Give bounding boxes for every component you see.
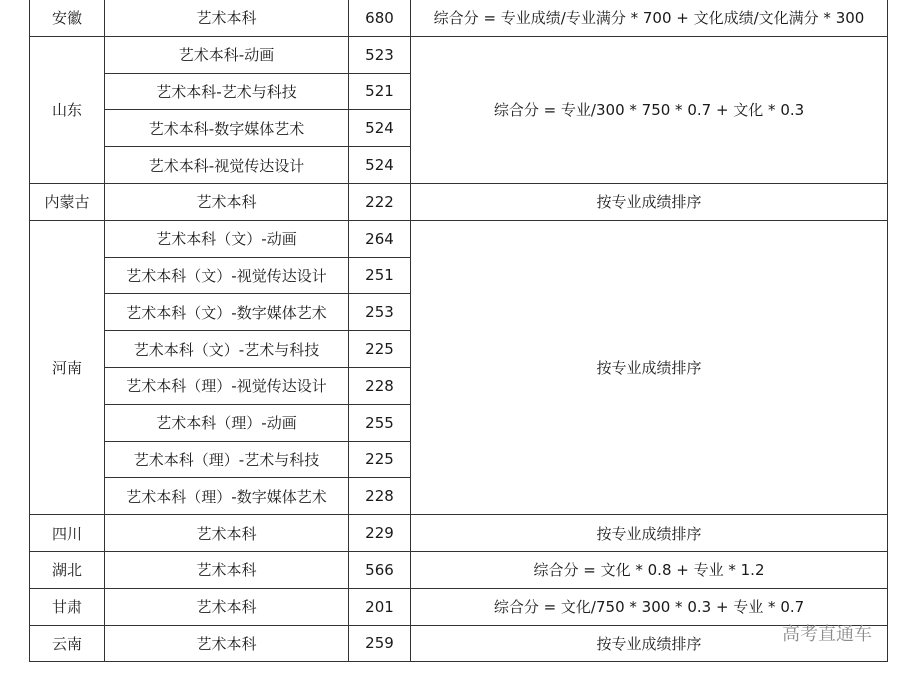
table-row [30, 36, 888, 73]
rule-cell: 综合分 = 专业/300 * 750 * 0.7 + 文化 * 0.3 [411, 36, 888, 183]
province-cell: 湖北 [30, 551, 105, 588]
category-cell: 艺术本科 [105, 183, 349, 220]
table-row [30, 588, 888, 625]
rule-cell: 综合分 = 文化/750 * 300 * 0.3 + 专业 * 0.7 [411, 588, 888, 625]
rule-cell: 按专业成绩排序 [411, 625, 888, 662]
province-cell: 内蒙古 [30, 183, 105, 220]
score-cell: 253 [349, 294, 411, 331]
score-cell: 680 [349, 0, 411, 36]
score-cell: 201 [349, 588, 411, 625]
category-cell: 艺术本科（理）-艺术与科技 [105, 441, 349, 478]
score-cell: 524 [349, 110, 411, 147]
score-cell: 228 [349, 367, 411, 404]
category-cell: 艺术本科-数字媒体艺术 [105, 110, 349, 147]
score-cell: 523 [349, 36, 411, 73]
score-cell: 524 [349, 147, 411, 184]
province-cell: 山东 [30, 36, 105, 183]
score-cell: 251 [349, 257, 411, 294]
watermark-text: 高考直通车 [782, 624, 872, 645]
rule-cell: 综合分 = 文化 * 0.8 + 专业 * 1.2 [411, 551, 888, 588]
category-cell: 艺术本科 [105, 588, 349, 625]
category-cell: 艺术本科（文）-数字媒体艺术 [105, 294, 349, 331]
score-cell: 225 [349, 331, 411, 368]
province-cell: 甘肃 [30, 588, 105, 625]
score-table-body [30, 0, 888, 662]
score-cell: 521 [349, 73, 411, 110]
score-cell: 255 [349, 404, 411, 441]
rule-cell: 按专业成绩排序 [411, 515, 888, 552]
category-cell: 艺术本科（文）-动画 [105, 220, 349, 257]
score-cell: 225 [349, 441, 411, 478]
table-row [30, 515, 888, 552]
category-cell: 艺术本科（文）-艺术与科技 [105, 331, 349, 368]
category-cell: 艺术本科 [105, 625, 349, 662]
score-cell: 222 [349, 183, 411, 220]
category-cell: 艺术本科-动画 [105, 36, 349, 73]
score-cell: 264 [349, 220, 411, 257]
category-cell: 艺术本科 [105, 0, 349, 36]
table-row [30, 551, 888, 588]
category-cell: 艺术本科（理）-动画 [105, 404, 349, 441]
table-row [30, 625, 888, 662]
category-cell: 艺术本科-艺术与科技 [105, 73, 349, 110]
category-cell: 艺术本科（理）-数字媒体艺术 [105, 478, 349, 515]
category-cell: 艺术本科（理）-视觉传达设计 [105, 367, 349, 404]
rule-cell: 按专业成绩排序 [411, 183, 888, 220]
province-cell: 河南 [30, 220, 105, 514]
category-cell: 艺术本科 [105, 551, 349, 588]
score-table [29, 0, 888, 662]
table-row [30, 220, 888, 257]
province-cell: 四川 [30, 515, 105, 552]
province-cell: 安徽 [30, 0, 105, 36]
rule-cell: 按专业成绩排序 [411, 220, 888, 514]
score-cell: 566 [349, 551, 411, 588]
score-cell: 259 [349, 625, 411, 662]
category-cell: 艺术本科-视觉传达设计 [105, 147, 349, 184]
category-cell: 艺术本科（文）-视觉传达设计 [105, 257, 349, 294]
category-cell: 艺术本科 [105, 515, 349, 552]
province-cell: 云南 [30, 625, 105, 662]
score-cell: 229 [349, 515, 411, 552]
table-row [30, 0, 888, 36]
rule-cell: 综合分 = 专业成绩/专业满分 * 700 + 文化成绩/文化满分 * 300 [411, 0, 888, 36]
score-cell: 228 [349, 478, 411, 515]
table-row [30, 183, 888, 220]
